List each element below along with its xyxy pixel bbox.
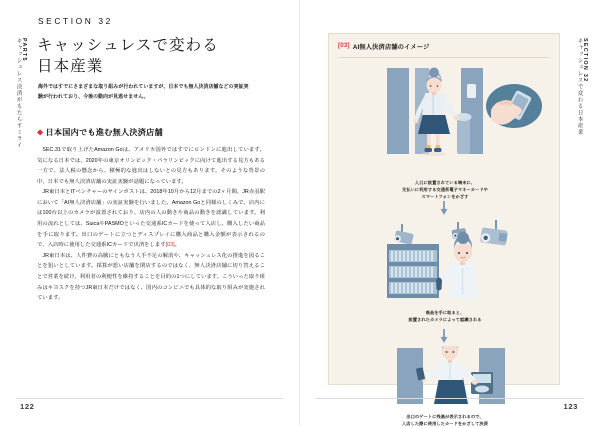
body-paragraph-1: SEC.31で取り上げたAmazon Goは、アメリカ国外ではすでにロンドンに進出しています。気になる日本では、2020年の東京オリンピック・パラリンピックに向けて進出する見方もある一方で、法人税の懸念から、積極的な進出はしないとの見方もあります。そのような背景の中、日本でも無人決済店舗の実証実験が話題になっています。 [37,147,265,185]
step-caption-line: スマートフォンをかざす [421,193,469,199]
page-title [37,35,247,78]
figure-title: AI無人決済店舗のイメージ [352,44,430,51]
exit-person-eye-right [453,351,455,353]
step-caption-entry-gate [329,180,561,201]
footer-rule-left [16,398,283,399]
figure-step-camera-recognition [329,218,561,324]
person-sock-left [427,145,431,148]
step-caption-line: 入口に設置されている端末に、 [414,180,476,185]
running-head-left-text: キャッシュレス決済がもたらすミライ [15,38,22,149]
running-head-right [573,38,587,136]
exit-person-head [442,346,458,360]
person-eye-left [430,85,432,87]
running-head-part-label: PART5 [21,38,27,62]
diamond-icon: ◆ [37,127,44,137]
person-hair-bun [429,68,439,78]
page-title-line-1: キャッシュレスで変わる [37,37,219,54]
step-caption-line: 出口のゲートに残高が表示されるので、 [406,414,484,419]
step-caption-exit-gate [329,414,561,428]
lead-paragraph: 海外ではすでにさまざまな取り組みが行われていますが、日本でも無人決済店舗などの実証実験が行われており、今後の動向が見逃せません。 [38,85,249,101]
product-in-hand [436,278,442,291]
footer-rule-right [316,398,584,399]
body-paragraph-2-text: JR東日本とITベンチャーのサインポストは、2018年10月から12月までの2ヶ月間、JR赤羽駅において「AI無人決済店舗」の実証実験を行いました。Amazon Goと同様のしくみで、店内には100台以上のカメラが設置されており、店内の人の動きや商品の動きを認識しています。利用の流れとしては、SuicaやPASMOといった交通系ICカードを使って入店し、購入したい商品を手に取ります。出口のゲートに立つとディスプレイに購入商品と購入金額が表示されるので、入店時に使用した交通系ICカードで決済をします [37,189,265,249]
payment-terminal-reader [475,386,489,393]
exit-person-skirt [434,378,468,404]
body-text [37,145,265,304]
figure-body [329,60,559,426]
section-label: SECTION 32 [38,16,113,26]
shopper-placket [462,268,463,294]
security-camera-right [480,220,508,246]
figure-panel [328,33,560,426]
arrow-down-icon-2 [441,328,448,344]
gate-panel-light [467,84,476,98]
left-page [0,0,300,425]
figure-caption [338,42,429,51]
exit-person-hand-right [472,379,478,385]
step-caption-line: 支払いに利用する交通系電子マネーカードや [402,186,488,192]
shopper-hair-bun [457,232,469,244]
running-head-right-text: キャッシュレスで変わる日本産業 [576,38,583,136]
body-paragraph-2: JR東日本とITベンチャーのサインポストは、2018年10月から12月までの2ヶ月間、JR赤羽駅において「AI無人決済店舗」の実証実験を行いました。Amazon Goと同様のしくみで、店内には100台以上のカメラが設置されており、店内の人の動きや商品の動きを認識しています。利用の流れとしては、SuicaやPASMOといった交通系ICカードを使って入店し、購入したい商品を手に取ります。出口のゲートに立つとディスプレイに購入商品と購入金額が表示されるので、入店時に使用した交通系ICカードで決済をします[03]。 [37,189,265,249]
exit-person-eye-left [446,351,448,353]
shopper-eye-left [458,252,460,254]
person-skirt [418,114,450,134]
security-camera-left [393,224,413,245]
person-sock-right [436,145,440,148]
illustration-exit-gate [329,346,561,414]
arrow-down-icon-1 [441,200,448,216]
step-caption-line: 商品を手に取ると、 [425,310,465,315]
page-title-line-2: 日本産業 [37,58,104,76]
body-paragraph-3: JR東日本は、人件費の高騰にともなう人手不足の解消や、キャッシュレス化の推進を図ることを狙いとしています。採算が悪い店舗を閉店するのではなく、無人決済店舗に切り替えることで営業を続け、利用者の利便性を維持することを目的の1つにしています。こういった取り組みはキヨスクを持つJR東日本だけではなく、国内のコンビニでも具体的な取り組みが実施されています。 [37,252,265,302]
person-shoe-right [434,148,442,152]
sub-heading-text: 日本国内でも進む無人決済店舗 [45,128,163,137]
person-hand-right [454,115,459,120]
folio-left: 122 [20,402,35,411]
running-head-section-label: SECTION 32 [582,38,588,83]
shopper-head [454,242,472,262]
person-hand-left [414,119,419,124]
folio-right: 123 [563,402,578,411]
figure-divider [338,57,550,58]
person-shadow [421,152,447,156]
running-head-left [12,38,26,149]
figure-number: [03] [338,42,350,49]
gate-pillar-left [387,68,409,154]
person-blouse-placket [433,95,434,114]
figure-step-exit-gate [329,346,561,428]
person-neck [432,92,436,95]
person-shoe-left [425,148,433,152]
step-caption-camera-recognition [329,310,561,324]
illustration-camera-recognition [329,218,561,310]
person-eye-right [437,85,439,87]
step-caption-line: 入店した際に使用したカードをかざして決済 [401,420,488,426]
right-page [300,0,600,425]
shopper-eye-right [466,252,468,254]
figure-step-entry-gate [329,62,561,201]
sub-heading [37,127,163,138]
step-caption-line: 設置されたカメラによって認識される [408,316,482,322]
figure-reference-link[interactable]: [03] [165,242,175,249]
exit-person-placket [449,364,450,379]
illustration-entry-gate [329,62,561,180]
